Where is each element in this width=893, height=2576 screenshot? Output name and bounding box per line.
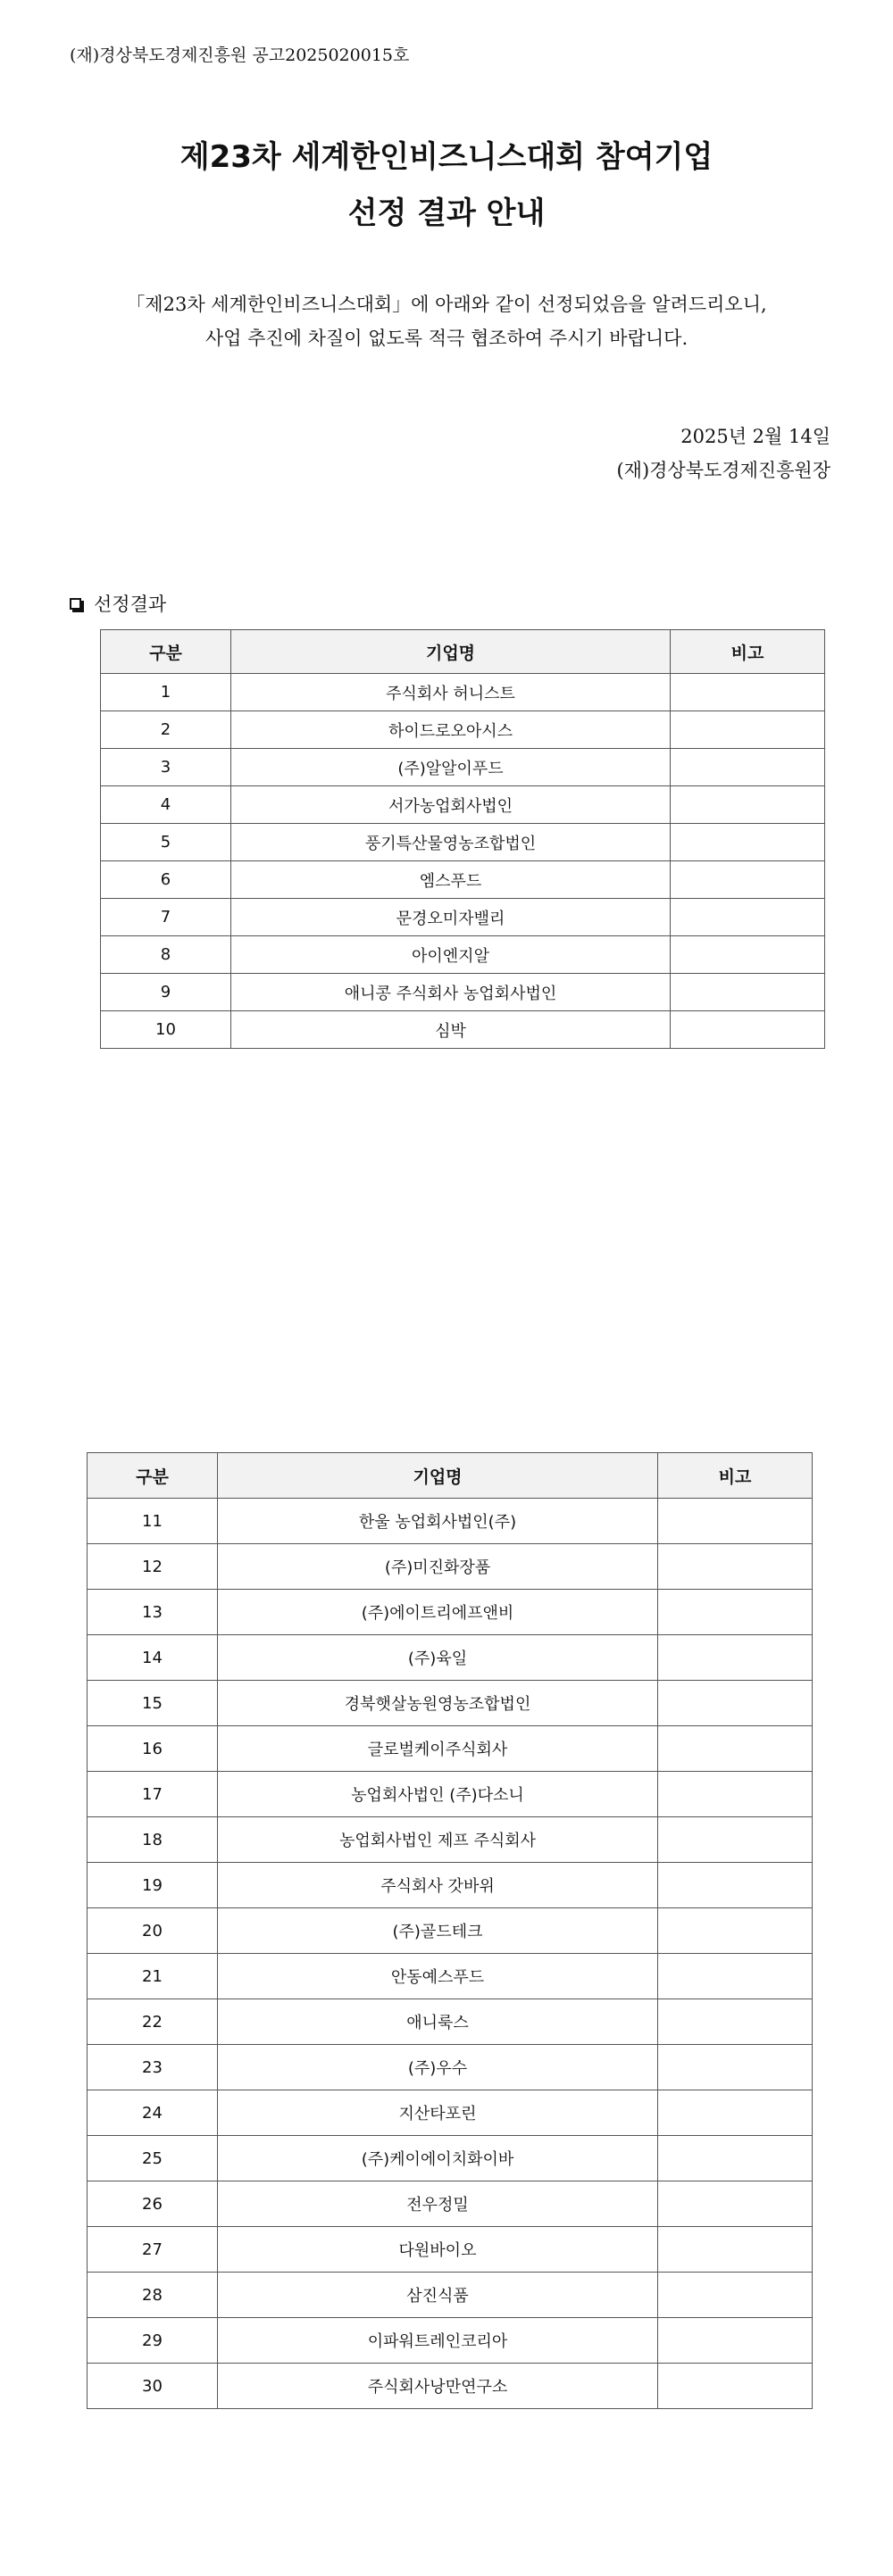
cell-number: 22 [88,1999,218,2045]
cell-number: 23 [88,2045,218,2090]
cell-company-name: 경북햇살농원영농조합법인 [218,1681,658,1726]
cell-company-name: 아이엔지알 [231,936,671,974]
table-row [101,824,825,861]
table-row [88,1590,813,1635]
table-row [88,2181,813,2227]
cell-number: 5 [101,824,231,861]
cell-note [658,2364,813,2409]
cell-company-name: 애니룩스 [218,1999,658,2045]
cell-number: 8 [101,936,231,974]
cell-company-name: (주)케이에이치화이바 [218,2136,658,2181]
cell-note [671,749,825,786]
cell-note [658,1817,813,1863]
cell-number: 1 [101,674,231,711]
cell-note [671,824,825,861]
table-row [88,1863,813,1908]
table-row [101,674,825,711]
table-row [101,749,825,786]
table-row [88,2045,813,2090]
results-table-1 [100,629,825,1049]
cell-number: 15 [88,1681,218,1726]
cell-company-name: 다원바이오 [218,2227,658,2273]
cell-note [658,2136,813,2181]
cell-company-name: 주식회사낭만연구소 [218,2364,658,2409]
table-row [88,1499,813,1544]
cell-number: 27 [88,2227,218,2273]
cell-number: 12 [88,1544,218,1590]
cell-note [658,1726,813,1772]
cell-company-name: 한울 농업회사법인(주) [218,1499,658,1544]
cell-company-name: 풍기특산물영농조합법인 [231,824,671,861]
cell-number: 14 [88,1635,218,1681]
table-row [88,2364,813,2409]
cell-note [658,1908,813,1954]
intro-paragraph [0,287,893,355]
cell-note [658,1681,813,1726]
cell-company-name: 삼진식품 [218,2273,658,2318]
table-row [88,1772,813,1817]
cell-note [658,1999,813,2045]
cell-note [671,936,825,974]
document-subtitle: 선정 결과 안내 [347,195,546,231]
cell-number: 28 [88,2273,218,2318]
table-header-row [88,1453,813,1499]
table-row [101,1011,825,1049]
table-row [101,861,825,899]
cell-note [671,861,825,899]
table-header-row [101,630,825,674]
cell-number: 2 [101,711,231,749]
cell-number: 3 [101,749,231,786]
cell-note [658,2090,813,2136]
table-row [88,1635,813,1681]
cell-note [658,1954,813,1999]
column-header-no: 구분 [101,630,231,674]
cell-company-name: 이파워트레인코리아 [218,2318,658,2364]
table-row [88,1999,813,2045]
document-title: 제23차 세계한인비즈니스대회 참여기업 [179,139,714,175]
notice-number: (재)경상북도경제진흥원 공고2025020015호 [70,46,410,65]
table-row [88,2136,813,2181]
table-row [88,2273,813,2318]
cell-number: 11 [88,1499,218,1544]
table-row [88,1954,813,1999]
intro-line-2: 사업 추진에 차질이 없도록 적극 협조하여 주시기 바랍니다. [204,328,689,349]
cell-number: 19 [88,1863,218,1908]
cell-number: 29 [88,2318,218,2364]
column-header-no: 구분 [88,1453,218,1499]
issue-date: 2025년 2월 14일 [680,426,830,447]
cell-company-name: 안동예스푸드 [218,1954,658,1999]
cell-note [658,1863,813,1908]
table-row [88,1681,813,1726]
cell-company-name: 주식회사 허니스트 [231,674,671,711]
cell-company-name: 서가농업회사법인 [231,786,671,824]
table-row [88,1544,813,1590]
cell-company-name: 엠스푸드 [231,861,671,899]
cell-company-name: 전우정밀 [218,2181,658,2227]
cell-company-name: 심박 [231,1011,671,1049]
cell-company-name: 애니콩 주식회사 농업회사법인 [231,974,671,1011]
issuer-name: (재)경상북도경제진흥원장 [616,460,830,481]
square-bullet-icon [70,598,81,610]
cell-number: 9 [101,974,231,1011]
column-header-note: 비고 [671,630,825,674]
cell-company-name: 농업회사법인 (주)다소니 [218,1772,658,1817]
table-row [101,711,825,749]
cell-company-name: 하이드로오아시스 [231,711,671,749]
cell-note [671,899,825,936]
cell-note [658,1635,813,1681]
cell-company-name: 글로벌케이주식회사 [218,1726,658,1772]
table-row [88,1726,813,1772]
table-row [88,1817,813,1863]
cell-number: 20 [88,1908,218,1954]
cell-number: 24 [88,2090,218,2136]
cell-number: 7 [101,899,231,936]
table-row [88,2227,813,2273]
cell-number: 30 [88,2364,218,2409]
table-row [101,899,825,936]
cell-note [658,2227,813,2273]
intro-line-1: 「제23차 세계한인비즈니스대회」에 아래와 같이 선정되었음을 알려드리오니, [126,294,767,315]
cell-note [671,786,825,824]
cell-company-name: 주식회사 갓바위 [218,1863,658,1908]
cell-number: 10 [101,1011,231,1049]
table-row [101,974,825,1011]
section-label: 선정결과 [94,594,167,615]
cell-number: 26 [88,2181,218,2227]
cell-note [671,1011,825,1049]
cell-company-name: (주)육일 [218,1635,658,1681]
cell-note [658,1590,813,1635]
results-table-2 [87,1452,813,2409]
cell-note [658,1772,813,1817]
cell-number: 4 [101,786,231,824]
cell-note [658,2318,813,2364]
table-row [88,1908,813,1954]
cell-company-name: 지산타포린 [218,2090,658,2136]
cell-number: 6 [101,861,231,899]
cell-company-name: 문경오미자밸리 [231,899,671,936]
column-header-note: 비고 [658,1453,813,1499]
cell-note [671,974,825,1011]
cell-number: 18 [88,1817,218,1863]
cell-company-name: (주)미진화장품 [218,1544,658,1590]
cell-note [658,2045,813,2090]
cell-company-name: (주)우수 [218,2045,658,2090]
table-row [88,2318,813,2364]
cell-company-name: 농업회사법인 제프 주식회사 [218,1817,658,1863]
table-row [101,936,825,974]
cell-number: 17 [88,1772,218,1817]
cell-company-name: (주)알알이푸드 [231,749,671,786]
cell-company-name: (주)에이트리에프앤비 [218,1590,658,1635]
cell-note [658,2181,813,2227]
column-header-company: 기업명 [231,630,671,674]
table-row [88,2090,813,2136]
cell-note [658,2273,813,2318]
cell-note [658,1544,813,1590]
cell-number: 25 [88,2136,218,2181]
table-row [101,786,825,824]
section-heading [70,590,166,617]
cell-number: 16 [88,1726,218,1772]
cell-note [658,1499,813,1544]
cell-number: 13 [88,1590,218,1635]
column-header-company: 기업명 [218,1453,658,1499]
cell-company-name: (주)골드테크 [218,1908,658,1954]
cell-note [671,711,825,749]
cell-note [671,674,825,711]
cell-number: 21 [88,1954,218,1999]
